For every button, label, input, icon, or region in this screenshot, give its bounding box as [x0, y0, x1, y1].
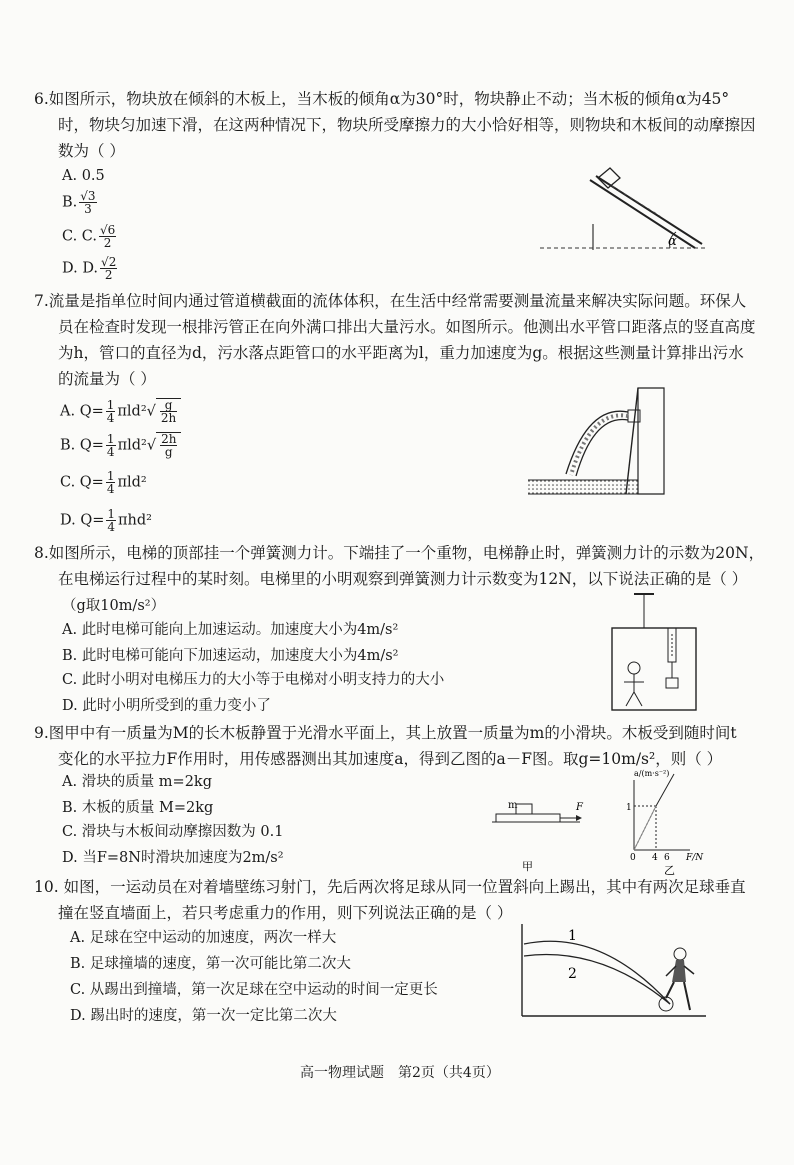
- q7-line3: 为h，管口的直径为d，污水落点距管口的水平距离为l，重力加速度为g。根据这些测量计算排出污水: [58, 344, 744, 362]
- q6-line2: 时，物块匀加速下滑，在这两种情况下，物块所受摩擦力的大小恰好相等，则物块和木板间的动摩擦因: [58, 116, 756, 134]
- q8-line2: 在电梯运行过程中的某时刻。电梯里的小明观察到弹簧测力计示数变为12N，以下说法正确的是（ ）: [58, 570, 748, 588]
- q7-line2: 员在检查时发现一根排污管正在向外满口排出大量污水。如图所示。他测出水平管口距落点的竖直高度: [58, 318, 756, 336]
- a-f-x-axis-label: F/N: [686, 853, 704, 863]
- incline-figure: [540, 168, 710, 268]
- pipe-outflow-figure: [528, 388, 668, 518]
- q6-option-b: B. $\frac{√3}{3}$: [62, 189, 96, 216]
- elevator-figure: [610, 594, 700, 714]
- a-f-x-tick-0: 0: [630, 853, 636, 863]
- q9-option-c: C. 滑块与木板间动摩擦因数为 0.1: [62, 824, 284, 840]
- force-label: F: [576, 802, 583, 813]
- q9-option-d: D. 当F=8N时滑块加速度为2m/s²: [62, 850, 284, 866]
- q6-option-d: D. D. $\frac{√2}{2}$: [62, 255, 117, 282]
- q10-line1: 10. 如图，一运动员在对着墙壁练习射门，先后两次将足球从同一位置斜向上踢出，其中有两次足球垂直: [34, 878, 746, 896]
- q10-option-a: A. 足球在空中运动的加速度，两次一样大: [70, 930, 337, 946]
- a-f-graph: [620, 770, 720, 880]
- q7-option-b: B. Q= $\frac{1}{4}$ πld²√ $\frac{2h}{g}$: [60, 432, 181, 458]
- q7-line1: 7.流量是指单位时间内通过管道横截面的流体体积，在生活中经常需要测量流量来解决实际问题。环保人: [34, 292, 747, 310]
- figure-jia-caption: 甲: [522, 860, 533, 873]
- q9-option-b: B. 木板的质量 M=2kg: [62, 800, 214, 816]
- a-f-y-tick-1: 1: [626, 803, 632, 813]
- q10-option-d: D. 踢出时的速度，第一次一定比第二次大: [70, 1008, 337, 1024]
- wall-kick-figure: [520, 924, 710, 1024]
- q10-option-c: C. 从踢出到撞墙，第一次足球在空中运动的时间一定更长: [70, 982, 438, 998]
- incline-angle-label: α: [668, 234, 677, 249]
- q9-option-a: A. 滑块的质量 m=2kg: [62, 774, 212, 790]
- q7-option-d: D. Q= $\frac{1}{4}$ πhd²: [60, 507, 152, 534]
- trajectory-1-label: 1: [568, 928, 577, 944]
- q9-line1: 9.图甲中有一质量为M的长木板静置于光滑水平面上，其上放置一质量为m的小滑块。木板受到随时间t: [34, 724, 737, 742]
- q8-option-d: D. 此时小明所受到的重力变小了: [62, 698, 271, 714]
- figure-yi-caption: 乙: [664, 864, 675, 877]
- q6-option-c: C. C. $\frac{√6}{2}$: [62, 223, 116, 250]
- slider-mass-label: m: [508, 800, 518, 811]
- q8-option-c: C. 此时小明对电梯压力的大小等于电梯对小明支持力的大小: [62, 672, 445, 688]
- q7-line4: 的流量为（ ）: [58, 370, 156, 388]
- q8-line1: 8.如图所示，电梯的顶部挂一个弹簧测力计。下端挂了一个重物，电梯静止时，弹簧测力计的示数为20N，: [34, 544, 765, 562]
- trajectory-2-label: 2: [568, 966, 577, 982]
- page-footer: 高一物理试题 第2页（共4页）: [300, 1065, 500, 1081]
- a-f-y-axis-label: a/(m·s⁻²): [634, 769, 670, 778]
- a-f-x-tick-6: 6: [664, 853, 670, 863]
- q7-option-c: C. Q= $\frac{1}{4}$ πld²: [60, 469, 147, 496]
- q6-line3: 数为（ ）: [58, 142, 125, 160]
- q7-option-a: A. Q= $\frac{1}{4}$ πld²√ $\frac{g}{2h}$: [60, 398, 181, 424]
- q10-option-b: B. 足球撞墙的速度，第一次可能比第二次大: [70, 956, 351, 972]
- a-f-x-tick-4: 4: [652, 853, 658, 863]
- q9-line2: 变化的水平拉力F作用时，用传感器测出其加速度a，得到乙图的a－F图。取g=10m/s²，则（ ）: [58, 750, 723, 768]
- q8-option-a: A. 此时电梯可能向上加速运动。加速度大小为4m/s²: [62, 622, 399, 638]
- q8-line3: （g取10m/s²）: [62, 598, 166, 614]
- board-slider-figure: [492, 796, 592, 876]
- q6-line1: 6.如图所示，物块放在倾斜的木板上，当木板的倾角α为30°时，物块静止不动；当木板的倾角α为45°: [34, 90, 730, 108]
- q6-option-a: A. 0.5: [62, 168, 105, 184]
- q10-line2: 撞在竖直墙面上，若只考虑重力的作用，则下列说法正确的是（ ）: [58, 904, 513, 922]
- q8-option-b: B. 此时电梯可能向下加速运动，加速度大小为4m/s²: [62, 648, 399, 664]
